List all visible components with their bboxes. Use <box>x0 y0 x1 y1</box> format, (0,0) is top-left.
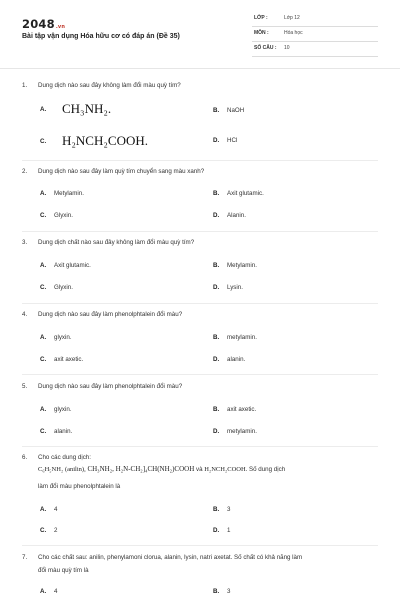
meta-value: Hóa học <box>284 30 303 36</box>
option-text: Alanin. <box>227 212 246 219</box>
option-text: alanin. <box>227 356 246 363</box>
q1-option-a[interactable] <box>40 101 111 117</box>
question-divider <box>22 545 378 546</box>
option-letter: A. <box>40 406 47 413</box>
q4-option-a[interactable] <box>40 334 72 341</box>
question-number: 1. <box>22 82 28 89</box>
q7-option-b[interactable] <box>213 588 230 595</box>
brand-suffix: .vn <box>55 24 66 30</box>
meta-value: 10 <box>284 45 290 51</box>
option-text: glyxin. <box>54 334 72 341</box>
option-letter: D. <box>213 284 220 291</box>
formula-aniline: C₆H₅NH₂ <box>38 466 64 473</box>
q6-continuation: làm đổi màu phenolphtalein là <box>38 483 121 490</box>
option-text: Lysin. <box>227 284 243 291</box>
q1-option-b[interactable] <box>213 107 244 114</box>
option-letter: A. <box>40 588 47 595</box>
option-text: Axit glutamic. <box>54 262 91 269</box>
option-letter: D. <box>213 428 220 435</box>
question-number: 2. <box>22 168 28 175</box>
q2-option-b[interactable] <box>213 190 264 197</box>
option-letter: A. <box>40 106 47 113</box>
q5-option-b[interactable] <box>213 406 256 413</box>
meta-key: LỚP : <box>254 15 268 21</box>
q3-option-d[interactable] <box>213 284 243 291</box>
option-letter: C. <box>40 212 47 219</box>
q4-option-c[interactable] <box>40 356 83 363</box>
q3-option-b[interactable] <box>213 262 257 269</box>
question-divider <box>22 303 378 304</box>
q3-option-a[interactable] <box>40 262 91 269</box>
option-letter: A. <box>40 334 47 341</box>
header-divider <box>0 68 400 69</box>
q2-option-a[interactable] <box>40 190 84 197</box>
option-letter: A. <box>40 506 47 513</box>
option-text: axit axetic. <box>227 406 257 413</box>
option-text: 4 <box>54 588 58 595</box>
option-text: Metylamin. <box>54 190 84 197</box>
q6-formula-line <box>38 465 383 473</box>
option-text: Metylamin. <box>227 262 257 269</box>
document-title: Bài tập vận dụng Hóa hữu cơ có đáp án (Đề 35) <box>22 33 180 40</box>
option-letter: D. <box>213 212 220 219</box>
q7-option-a[interactable] <box>40 588 57 595</box>
meta-row-count <box>252 42 378 57</box>
option-letter: C. <box>40 428 47 435</box>
page-header <box>0 0 400 70</box>
option-text: metylamin. <box>227 334 257 341</box>
q3-option-c[interactable] <box>40 284 73 291</box>
q7-continuation: đổi màu quỳ tím là <box>38 567 89 574</box>
option-text: NaOH <box>227 107 245 114</box>
question-number: 4. <box>22 311 28 318</box>
q2-option-c[interactable] <box>40 212 73 219</box>
option-letter: A. <box>40 190 47 197</box>
formula-tail: Số dung dịch <box>249 466 286 473</box>
q1-option-c[interactable] <box>40 133 148 149</box>
option-text: Axit glutamic. <box>227 190 264 197</box>
question-divider <box>22 160 378 161</box>
q6-option-a[interactable] <box>40 506 57 513</box>
question-divider <box>22 446 378 447</box>
option-letter: B. <box>213 190 220 197</box>
option-text: metylamin. <box>227 428 257 435</box>
question-text: Dung dịch nào sau đây không làm đổi màu quỳ tím? <box>38 82 181 89</box>
option-text: H₂NCH₂COOH. <box>62 133 148 148</box>
option-letter: C. <box>40 284 47 291</box>
meta-row-grade <box>252 12 378 27</box>
meta-key: SỐ CÂU : <box>254 45 277 51</box>
option-text: axit axetic. <box>54 356 84 363</box>
meta-value: Lớp 12 <box>284 15 300 21</box>
option-letter: D. <box>213 137 220 144</box>
option-text: HCl <box>227 137 238 144</box>
option-text: 4 <box>54 506 58 513</box>
q5-option-c[interactable] <box>40 428 72 435</box>
option-letter: D. <box>213 527 220 534</box>
question-text: Dung dịch nào sau đây làm phenolphtalein đổi màu? <box>38 311 183 318</box>
q2-option-d[interactable] <box>213 212 246 219</box>
q4-option-d[interactable] <box>213 356 245 363</box>
question-number: 7. <box>22 554 28 561</box>
option-letter: B. <box>213 334 220 341</box>
brand-name: 2048 <box>22 17 55 31</box>
question-text: Dung dịch nào sau đây làm phenolphtalein đổi màu? <box>38 383 183 390</box>
question-number: 6. <box>22 454 28 461</box>
option-letter: C. <box>40 138 47 145</box>
option-text: Glyxin. <box>54 284 73 291</box>
q6-option-c[interactable] <box>40 527 57 534</box>
question-text: Cho các chất sau: anilin, phenylamoni clorua, alanin, lysin, natri axetat. Số chất có khả năng làm <box>38 554 303 561</box>
question-divider <box>22 231 378 232</box>
formula-note: (anilin), <box>64 466 86 473</box>
question-number: 3. <box>22 239 28 246</box>
option-text: 1 <box>227 527 231 534</box>
q6-option-b[interactable] <box>213 506 230 513</box>
question-text: Dung dịch chất nào sau đây không làm đổi màu quỳ tím? <box>38 239 195 246</box>
question-number: 5. <box>22 383 28 390</box>
option-letter: B. <box>213 506 220 513</box>
formula-amines: CH₃NH₂, H₂N-CH₂]₄CH(NH₂)COOH <box>87 465 195 473</box>
option-letter: B. <box>213 588 220 595</box>
question-divider <box>22 374 378 375</box>
option-text: CH₃NH₂. <box>62 101 112 116</box>
option-letter: C. <box>40 527 47 534</box>
q5-option-d[interactable] <box>213 428 257 435</box>
option-letter: B. <box>213 107 220 114</box>
option-letter: D. <box>213 356 220 363</box>
brand-logo[interactable] <box>22 17 65 31</box>
q4-option-b[interactable] <box>213 334 257 341</box>
question-text: Cho các dung dịch: <box>38 454 91 461</box>
option-letter: A. <box>40 262 47 269</box>
q5-option-a[interactable] <box>40 406 72 413</box>
option-text: 3 <box>227 588 231 595</box>
question-text: Dung dịch nào sau đây làm quỳ tím chuyển sang màu xanh? <box>38 168 205 175</box>
option-text: Glyxin. <box>54 212 73 219</box>
option-text: alanin. <box>54 428 73 435</box>
formula-glycine: H₂NCH₂COOH. <box>204 466 248 473</box>
meta-key: MÔN : <box>254 30 269 36</box>
meta-row-subject <box>252 27 378 42</box>
q1-option-d[interactable] <box>213 137 237 144</box>
option-letter: B. <box>213 406 220 413</box>
option-text: glyxin. <box>54 406 72 413</box>
option-text: 3 <box>227 506 231 513</box>
option-letter: B. <box>213 262 220 269</box>
q6-option-d[interactable] <box>213 527 230 534</box>
formula-joiner: và <box>196 466 203 473</box>
option-text: 2 <box>54 527 58 534</box>
option-letter: C. <box>40 356 47 363</box>
